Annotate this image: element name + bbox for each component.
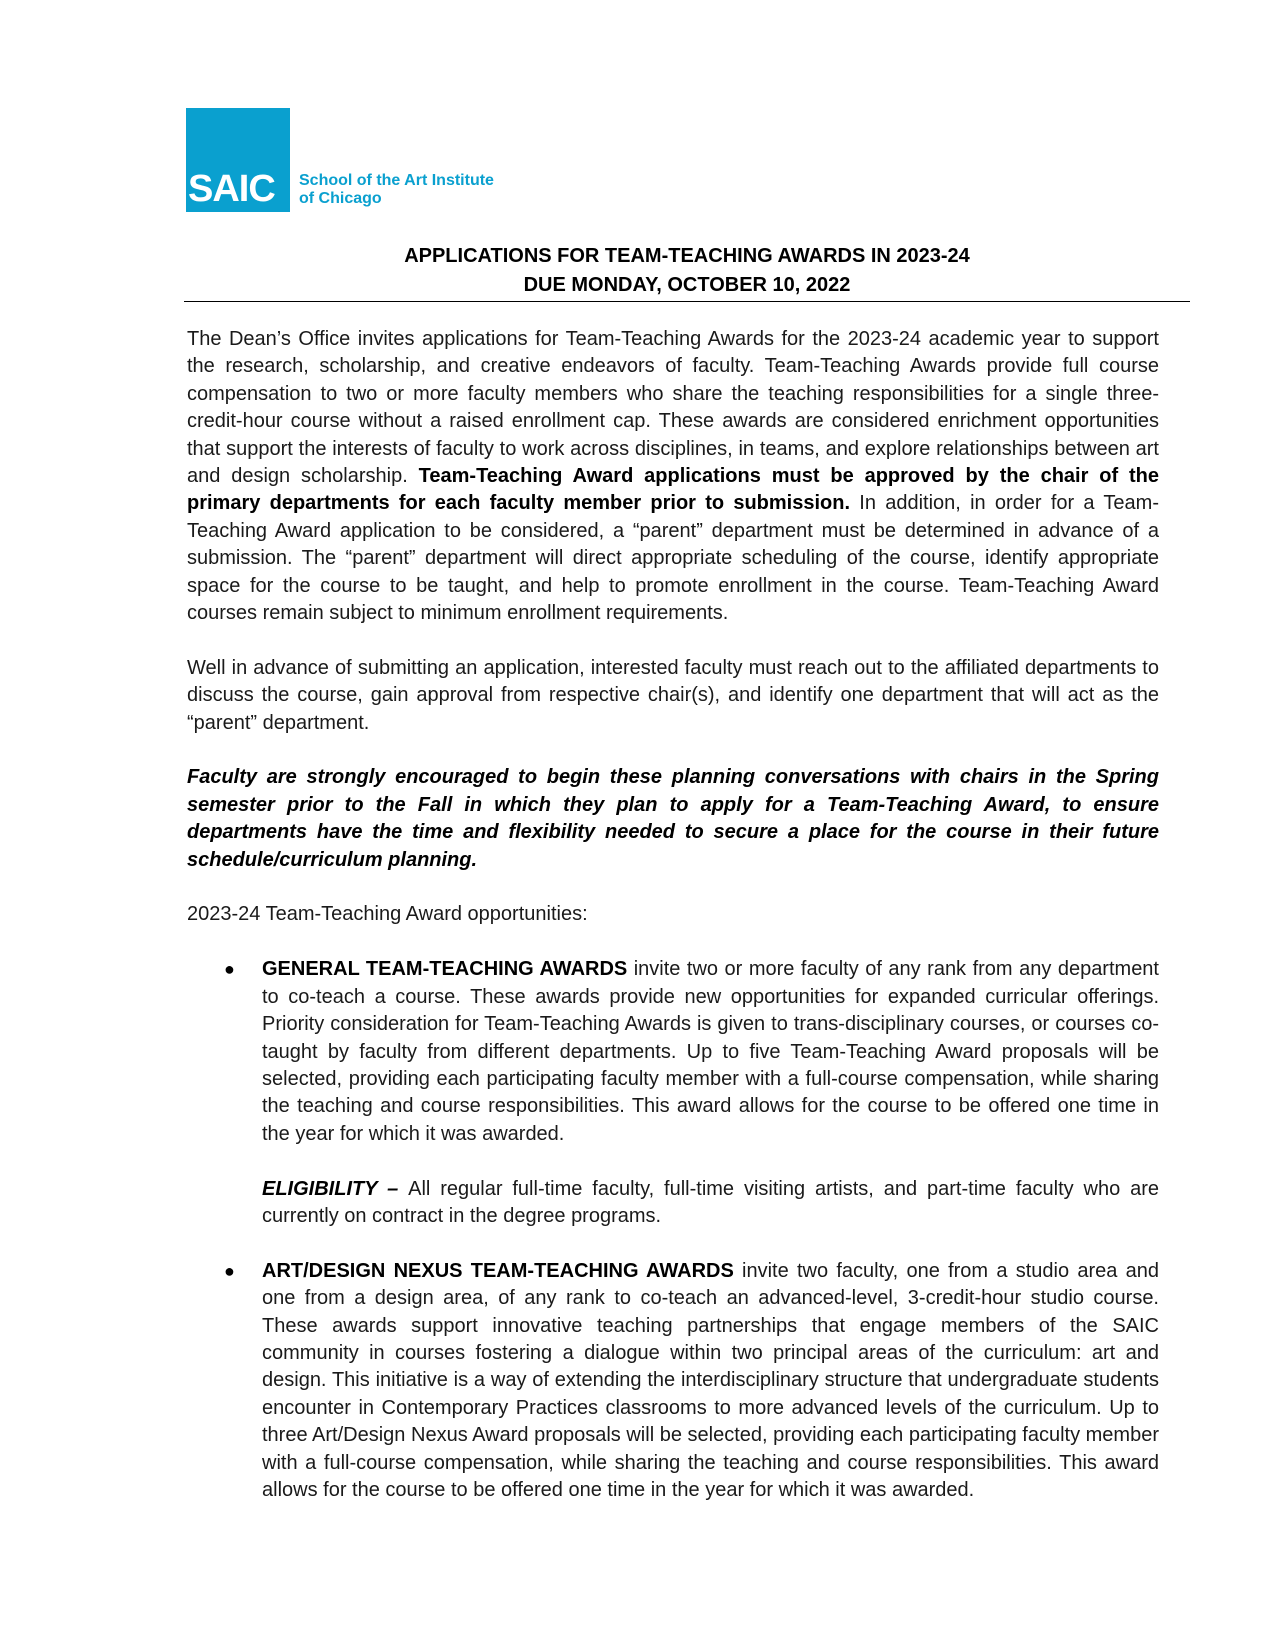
- award-text: invite two or more faculty of any rank from any department to co-teach a course. These awards provide new opportunities for expanded curricular offerings. Priority consideration for Team-Teaching Awards is given to trans-disciplinary courses, or courses co-taught by faculty from different departments. Up to five Team-Teaching Award proposals will be selected, providing each participating faculty member with a full-course compensation, while sharing the teaching and course responsibilities. This award allows for the course to be offered one time in the year for which it was awarded.: [262, 958, 1159, 1145]
- bullet-icon: ●: [224, 1260, 235, 1281]
- logo-square: [186, 108, 290, 212]
- opportunities-heading: 2023-24 Team-Teaching Award opportunities:: [187, 903, 588, 926]
- title-line-2: DUE MONDAY, OCTOBER 10, 2022: [523, 274, 851, 296]
- intro-paragraph: [187, 326, 1159, 627]
- logo-wordmark: [299, 172, 494, 208]
- saic-logo: [186, 108, 494, 212]
- list-item: [187, 956, 1159, 1230]
- award-name: ART/DESIGN NEXUS TEAM-TEACHING AWARDS: [262, 1259, 734, 1282]
- bullet-icon: ●: [224, 959, 235, 980]
- award-name: GENERAL TEAM-TEACHING AWARDS: [262, 958, 628, 981]
- eligibility-text: All regular full-time faculty, full-time visiting artists, and part-time faculty who are currently on contract in the degree programs.: [262, 1177, 1160, 1227]
- logo-line-1: School of the Art Institute: [299, 172, 494, 189]
- award-eligibility: [262, 1176, 1159, 1231]
- list-item: [187, 1258, 1159, 1505]
- title-divider: [184, 301, 1190, 302]
- document-title: [184, 242, 1190, 300]
- intro-text-b: In addition, in order for a Team-Teaching Award application to be considered, a “parent” department must be determined in advance of a submission. The “parent” department will direct appropriate scheduling of the course, identify appropriate space for the course to be taught, and help to promote enrollment in the course. Team-Teaching Award courses remain subject to minimum enrollment requirements.: [187, 492, 1159, 625]
- awards-list: [187, 956, 1159, 1504]
- award-description: [262, 956, 1159, 1148]
- logo-mark: SAIC: [188, 168, 275, 210]
- eligibility-label: ELIGIBILITY –: [262, 1177, 409, 1200]
- intro-approval-requirement: Team-Teaching Award applications must be approved by the chair of the primary departments for each faculty member prior to submission.: [187, 465, 1159, 515]
- document-body: [187, 326, 1159, 1532]
- title-line-1: APPLICATIONS FOR TEAM-TEACHING AWARDS IN 2023-24: [404, 245, 970, 267]
- advance-paragraph: Well in advance of submitting an application, interested faculty must reach out to the affiliated departments to discuss the course, gain approval from respective chair(s), and identify one department that will act as the “parent” department.: [187, 656, 1159, 734]
- logo-line-2: of Chicago: [299, 190, 382, 207]
- encouragement-paragraph: Faculty are strongly encouraged to begin these planning conversations with chairs in the Spring semester prior to the Fall in which they plan to apply for a Team-Teaching Award, to ensure departments have the time and flexibility needed to secure a place for the course in their future schedule/curriculum planning.: [187, 766, 1159, 871]
- intro-text-a: The Dean’s Office invites applications for Team-Teaching Awards for the 2023-24 academic year to support the research, scholarship, and creative endeavors of faculty. Team-Teaching Awards provide full course compensation to two or more faculty members who share the teaching responsibilities for a single three-credit-hour course without a raised enrollment cap. These awards are considered enrichment opportunities that support the interests of faculty to work across disciplines, in teams, and explore relationships between art and design scholarship.: [187, 328, 1159, 488]
- award-description: [262, 1258, 1159, 1505]
- award-text: invite two faculty, one from a studio area and one from a design area, of any rank to co-teach an advanced-level, 3-credit-hour studio course. These awards support innovative teaching partnerships that engage members of the SAIC community in courses fostering a dialogue within two principal areas of the curriculum: art and design. This initiative is a way of extending the interdisciplinary structure that undergraduate students encounter in Contemporary Practices classrooms to more advanced levels of the curriculum. Up to three Art/Design Nexus Award proposals will be selected, providing each participating faculty member with a full-course compensation, while sharing the teaching and course responsibilities. This award allows for the course to be offered one time in the year for which it was awarded.: [262, 1259, 1159, 1501]
